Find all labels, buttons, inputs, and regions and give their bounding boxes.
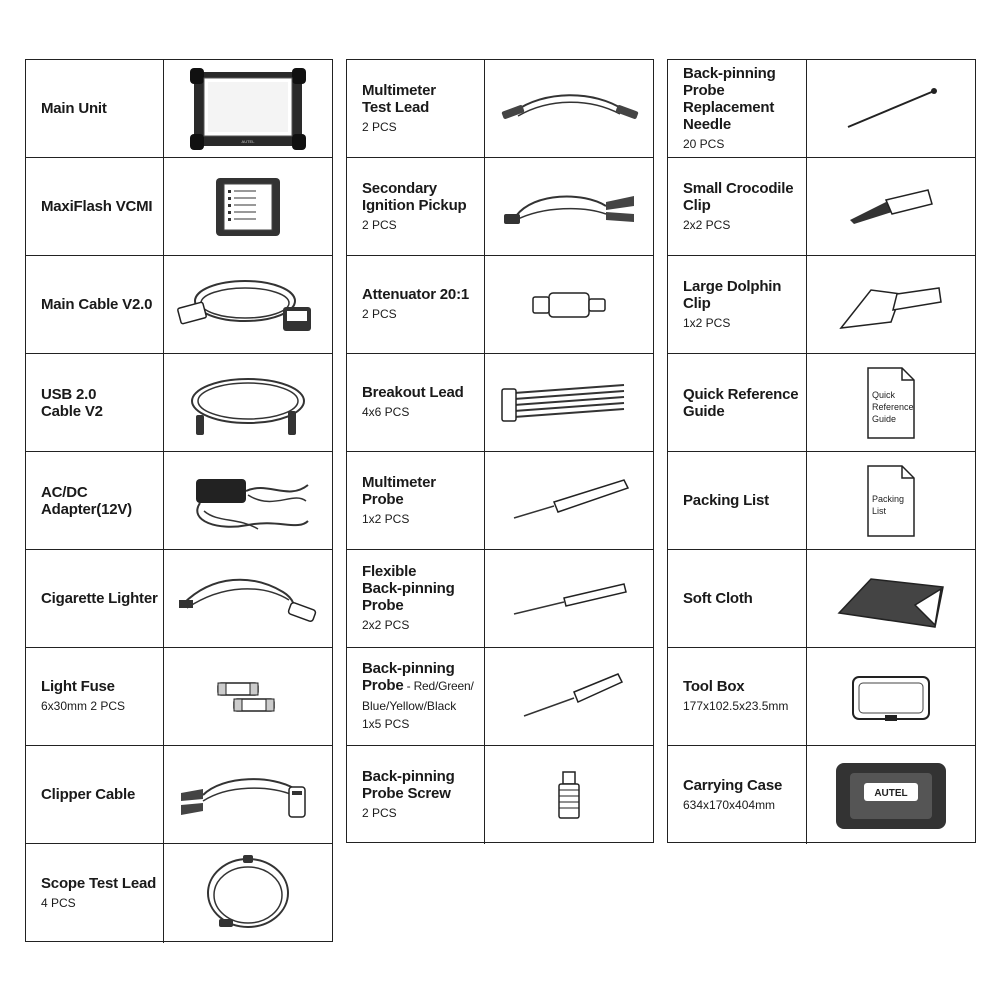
item-quantity: 1x2 PCS (683, 315, 731, 330)
document-label: Guide (872, 413, 897, 424)
document-label: List (872, 505, 887, 516)
list-item-cigarette-lighter (26, 550, 332, 648)
list-item-dolphin-clip (668, 256, 975, 354)
crocodile-clip-icon (836, 172, 946, 242)
carrying-case-icon (826, 755, 956, 835)
item-name: Main Unit (41, 100, 107, 117)
cigarette-lighter-icon (173, 564, 323, 634)
item-name: Back-pinning Probe - Red/Green/ (362, 660, 474, 694)
item-quantity: 2x2 PCS (683, 217, 731, 232)
svg-text:AUTEL: AUTEL (241, 138, 255, 144)
breakout-lead-icon (494, 373, 644, 433)
list-item-ignition-pickup (347, 158, 653, 256)
item-quantity: 4x6 PCS (362, 405, 410, 419)
item-name: Attenuator 20:1 (362, 286, 470, 303)
item-name: Scope Test Lead (41, 875, 157, 892)
list-item-probe-screw (347, 746, 653, 844)
list-item-carrying-case (668, 746, 975, 844)
clipper-cable-icon (173, 755, 323, 835)
item-quantity: 2x2 PCS (362, 618, 410, 632)
item-quantity: 2 PCS (362, 119, 397, 134)
cloth-icon (831, 559, 951, 639)
list-item-quick-reference-guide (668, 354, 975, 452)
item-quantity: 2 PCS (362, 307, 397, 321)
list-item-main-unit (26, 60, 332, 158)
list-item-main-cable (26, 256, 332, 354)
item-name: MaxiFlash VCMI (41, 198, 153, 215)
needle-icon (836, 79, 946, 139)
list-item-scope-lead (26, 844, 332, 943)
document-label: Packing (872, 493, 905, 504)
item-quantity: 1x2 PCS (362, 511, 410, 526)
item-quantity: 634x170x404mm (683, 797, 776, 812)
column-1 (25, 59, 333, 942)
list-item-soft-cloth (668, 550, 975, 648)
ignition-pickup-icon (494, 172, 644, 242)
item-quantity: Blue/Yellow/Black 1x5 PCS (362, 699, 457, 731)
item-name: Small Crocodile Clip (683, 179, 794, 214)
tablet-icon (188, 66, 308, 152)
test-lead-icon (494, 74, 644, 144)
list-item-crocodile-clip (668, 158, 975, 256)
item-name: Cigarette Lighter (41, 590, 158, 607)
document-label: Quick (872, 389, 896, 400)
list-item-vcmi (26, 158, 332, 256)
document-icon (856, 360, 926, 446)
list-item-usb-cable (26, 354, 332, 452)
item-name: Tool Box (683, 678, 745, 695)
dolphin-clip-icon (831, 270, 951, 340)
flex-probe-icon (494, 564, 644, 634)
item-name: Carrying Case (683, 776, 783, 794)
brand-logo: AUTEL (874, 788, 908, 799)
vcmi-icon (208, 172, 288, 242)
item-name: Large Dolphin Clip (683, 277, 782, 312)
fuse-icon (208, 667, 288, 727)
item-name: Light Fuse (41, 678, 115, 695)
list-item-multimeter-test-lead (347, 60, 653, 158)
main-cable-icon (173, 265, 323, 345)
item-name: Clipper Cable (41, 786, 136, 803)
attenuator-icon (519, 275, 619, 335)
item-quantity: 20 PCS (683, 136, 725, 151)
list-item-needle (668, 60, 975, 158)
backpin-probe-icon (494, 662, 644, 732)
item-name: Breakout Lead (362, 384, 464, 401)
item-quantity: 2 PCS (362, 217, 397, 232)
item-name: Back-pinning Probe Screw (362, 768, 455, 802)
item-quantity: 4 PCS (41, 896, 76, 910)
list-item-attenuator (347, 256, 653, 354)
item-name: USB 2.0 Cable V2 (41, 385, 103, 420)
item-name: Multimeter Probe (362, 473, 436, 508)
list-item-packing-list (668, 452, 975, 550)
list-item-tool-box (668, 648, 975, 746)
item-name: Soft Cloth (683, 590, 753, 607)
probe-screw-icon (539, 760, 599, 830)
item-name: Flexible Back-pinning Probe (362, 563, 455, 614)
list-item-adapter (26, 452, 332, 550)
multimeter-probe-icon (494, 466, 644, 536)
usb-cable-icon (178, 363, 318, 443)
item-name: Back-pinning Probe Replacement Needle (683, 64, 776, 133)
document-icon (856, 458, 926, 544)
item-quantity: 6x30mm 2 PCS (41, 699, 126, 713)
item-quantity: 2 PCS (362, 806, 397, 820)
column-2 (346, 59, 654, 843)
scope-lead-icon (193, 849, 303, 939)
item-name: Packing List (683, 492, 769, 509)
list-item-light-fuse (26, 648, 332, 746)
adapter-icon (178, 461, 318, 541)
list-item-flex-probe (347, 550, 653, 648)
item-name: Main Cable V2.0 (41, 296, 153, 313)
item-quantity: 177x102.5x23.5mm (683, 699, 789, 713)
tool-box-icon (841, 667, 941, 727)
document-label: Reference (872, 401, 914, 412)
item-name: Quick Reference Guide (683, 385, 799, 420)
column-3 (667, 59, 976, 843)
item-name: Secondary Ignition Pickup (362, 179, 467, 214)
list-item-clipper-cable (26, 746, 332, 844)
item-name: AC/DC Adapter(12V) (41, 483, 132, 518)
item-name: Multimeter Test Lead (362, 81, 436, 116)
list-item-multimeter-probe (347, 452, 653, 550)
list-item-breakout-lead (347, 354, 653, 452)
list-item-backpin-probe (347, 648, 653, 746)
